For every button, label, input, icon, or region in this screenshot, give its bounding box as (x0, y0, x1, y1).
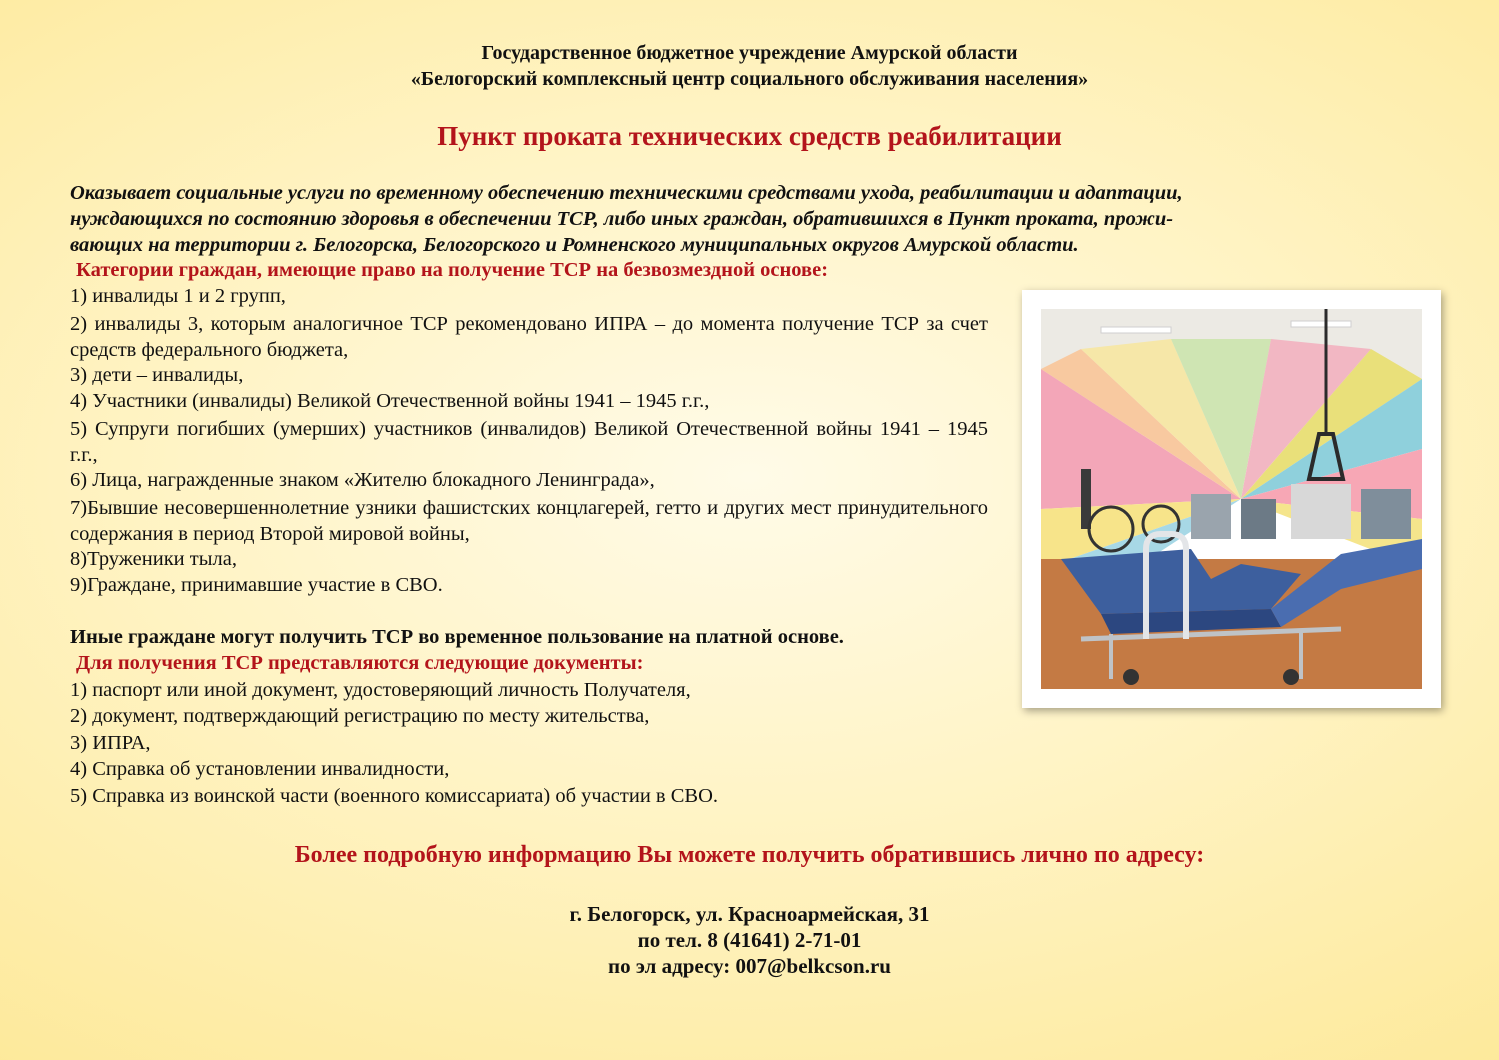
intro-line: Оказывает социальные услуги по временному обеспечению техническими средствами ухода, реабилитации и адаптации, (70, 182, 1183, 204)
document-item: 1) паспорт или иной документ, удостоверяющий личность Получателя, (70, 679, 691, 701)
intro-line: нуждающихся по состоянию здоровья в обеспечении ТСР, либо иных граждан, обратившихся в Пункт проката, прожи- (70, 208, 1174, 230)
categories-heading: Категории граждан, имеющие право на получение ТСР на безвозмездной основе: (76, 259, 829, 281)
category-item: 6) Лица, награжденные знаком «Жителю блокадного Ленинграда», (70, 469, 655, 491)
equipment-room-photo (1022, 290, 1441, 708)
category-item: 9)Граждане, принимавшие участие в СВО. (70, 574, 443, 596)
documents-heading: Для получения ТСР представляются следующие документы: (76, 652, 644, 674)
category-item: 4) Участники (инвалиды) Великой Отечественной войны 1941 – 1945 г.г., (70, 390, 710, 412)
category-item: 1) инвалиды 1 и 2 групп, (70, 285, 286, 307)
org-name-line1: Государственное бюджетное учреждение Амурской области (481, 42, 1018, 64)
more-info-heading: Более подробную информацию Вы можете получить обратившись лично по адресу: (294, 842, 1205, 868)
contact-phone: по тел. 8 (41641) 2-71-01 (637, 928, 862, 952)
document-item: 3) ИПРА, (70, 732, 151, 754)
document-item: 4) Справка об установлении инвалидности, (70, 758, 450, 780)
contact-address: г. Белогорск, ул. Красноармейская, 31 (569, 902, 930, 926)
document-item: 2) документ, подтверждающий регистрацию по месту жительства, (70, 705, 650, 727)
page-title: Пункт проката технических средств реабилитации (437, 121, 1062, 151)
category-item: 8)Труженики тыла, (70, 548, 237, 570)
category-item: 2) инвалиды 3, которым аналогичное ТСР рекомендовано ИПРА – до момента получение ТСР за счет средств федерального бюджета, (70, 313, 988, 361)
category-item: 3) дети – инвалиды, (70, 364, 244, 386)
equipment-room-image (1041, 309, 1422, 689)
contact-email[interactable]: по эл адресу: 007@belkcson.ru (608, 954, 891, 978)
org-name-line2: «Белогорский комплексный центр социального обслуживания населения» (410, 68, 1089, 90)
category-item: 7)Бывшие несовершеннолетние узники фашистских концлагерей, гетто и других мест принудительного содержания в период Второй мировой войны, (70, 497, 988, 545)
intro-line: вающих на территории г. Белогорска, Белогорского и Ромненского муниципальных округов Амурской области. (70, 234, 1079, 256)
document-item: 5) Справка из воинской части (военного комиссариата) об участии в СВО. (70, 785, 719, 807)
intro-paragraph (70, 180, 1450, 258)
category-item: 5) Супруги погибших (умерших) участников (инвалидов) Великой Отечественной войны 1941 – 1945 г.г., (70, 418, 988, 466)
paid-basis-note: Иные граждане могут получить ТСР во временное пользование на платной основе. (70, 626, 844, 648)
